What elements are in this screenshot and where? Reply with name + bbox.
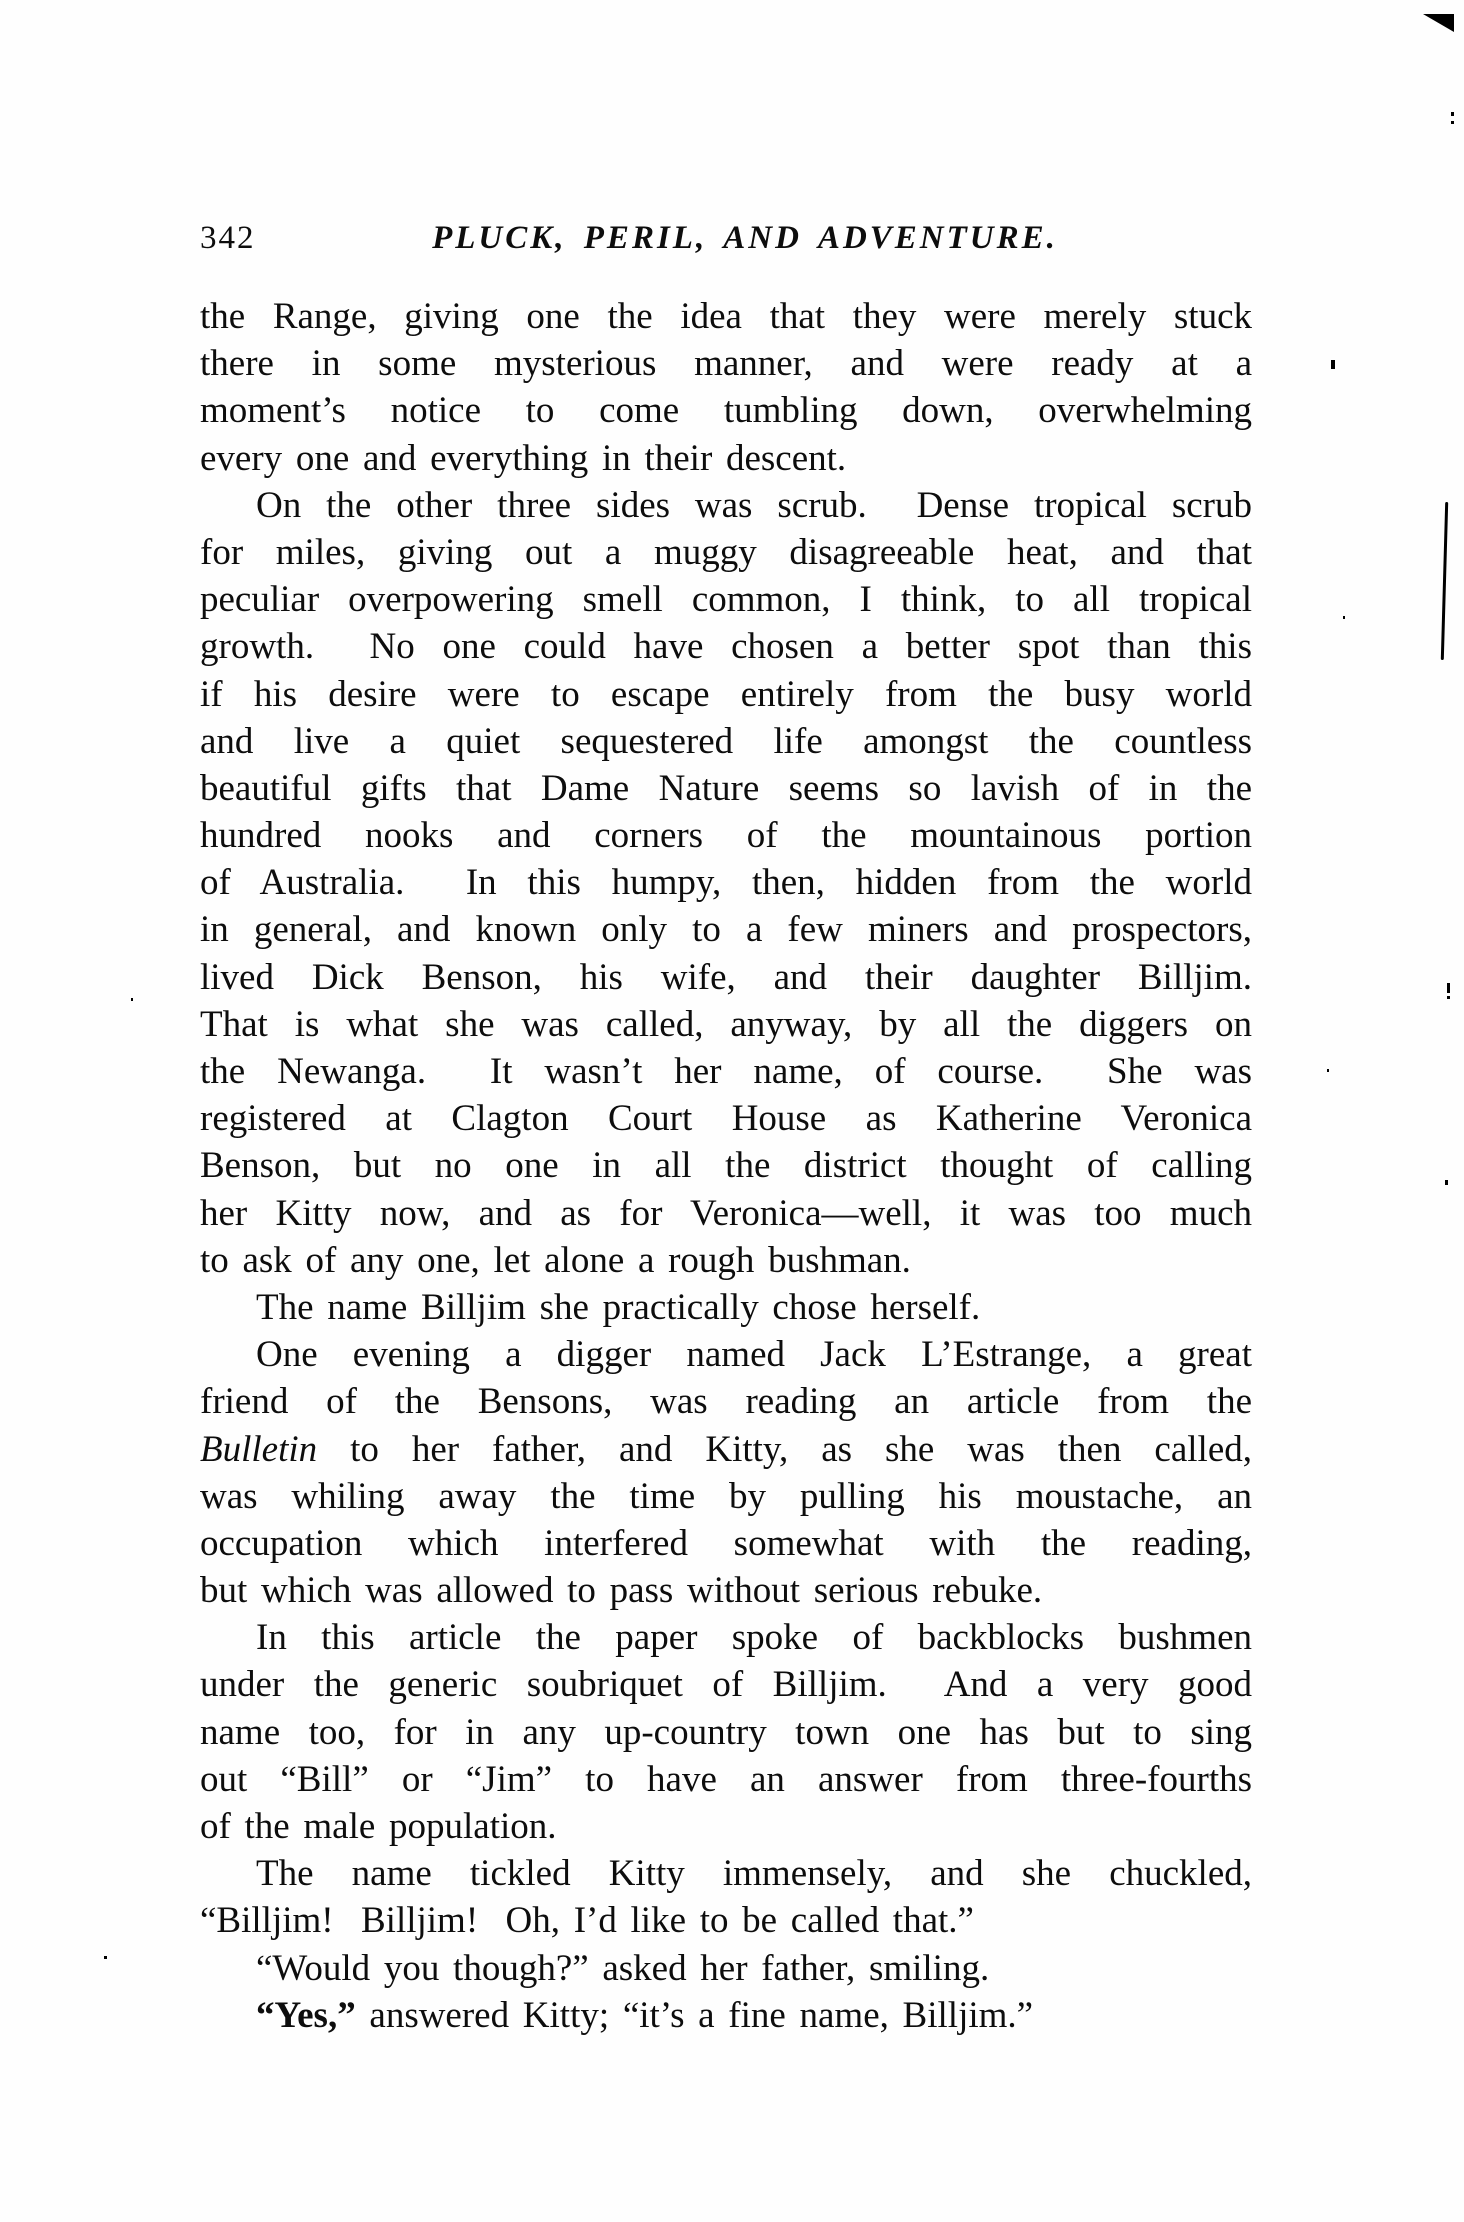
text-line: peculiar overpowering smell common, I think, to all tropical <box>200 579 1252 621</box>
page-header <box>200 216 1250 260</box>
text-line: “Yes,” answered Kitty; “it’s a fine name, Billjim.” <box>256 1994 1034 2036</box>
scan-artifact-speck <box>1445 1180 1448 1185</box>
scan-artifact-speck <box>1343 616 1345 619</box>
text-line: beautiful gifts that Dame Nature seems so lavish of in the <box>200 767 1252 809</box>
text-line: “Billjim! Billjim! Oh, I’d like to be called that.” <box>200 1900 974 1942</box>
text-line: to ask of any one, let alone a rough bushman. <box>200 1239 911 1281</box>
text-line: The name Billjim she practically chose herself. <box>256 1286 981 1328</box>
text-line: friend of the Bensons, was reading an article from the <box>200 1381 1252 1423</box>
text-line: out “Bill” or “Jim” to have an answer from three-fourths <box>200 1758 1252 1800</box>
text-line: lived Dick Benson, his wife, and their daughter Billjim. <box>200 956 1252 998</box>
text-line: the Newanga. It wasn’t her name, of course. She was <box>200 1051 1252 1092</box>
scan-artifact-corner-wedge <box>1423 14 1454 32</box>
scan-artifact-speck <box>131 998 133 1001</box>
scan-artifact-speck <box>1447 996 1450 999</box>
page-number: 342 <box>200 220 256 256</box>
text-line: hundred nooks and corners of the mountainous portion <box>200 815 1252 857</box>
running-title: PLUCK, PERIL, AND ADVENTURE. <box>432 220 1058 256</box>
scan-artifact-vertical-streak <box>1441 502 1448 660</box>
text-line: if his desire were to escape entirely from the busy world <box>200 673 1252 715</box>
text-line: was whiling away the time by pulling his moustache, an <box>200 1475 1252 1517</box>
text-line: One evening a digger named Jack L’Estrange, a great <box>256 1334 1252 1376</box>
page-body-text <box>200 293 1252 2039</box>
text-line: the Range, giving one the idea that they were merely stuck <box>200 296 1252 337</box>
text-line: On the other three sides was scrub. Dense tropical scrub <box>256 484 1252 526</box>
text-line: “Would you though?” asked her father, smiling. <box>256 1947 990 1989</box>
text-line: That is what she was called, anyway, by all the diggers on <box>200 1003 1252 1045</box>
text-line: but which was allowed to pass without serious rebuke. <box>200 1570 1043 1612</box>
text-line: registered at Clagton Court House as Katherine Veronica <box>200 1098 1252 1140</box>
text-line: growth. No one could have chosen a better spot than this <box>200 626 1252 668</box>
text-line: Benson, but no one in all the district thought of calling <box>200 1145 1252 1187</box>
text-line: her Kitty now, and as for Veronica—well, it was too much <box>200 1192 1252 1234</box>
text-line: Bulletin to her father, and Kitty, as she was then called, <box>200 1428 1252 1470</box>
scan-artifact-speck <box>1331 360 1335 369</box>
text-line: of Australia. In this humpy, then, hidden from the world <box>200 862 1252 904</box>
text-line: for miles, giving out a muggy disagreeable heat, and that <box>200 531 1252 573</box>
scan-artifact-speck <box>104 1956 107 1959</box>
text-line: The name tickled Kitty immensely, and she chuckled, <box>256 1853 1252 1895</box>
text-line: In this article the paper spoke of backblocks bushmen <box>256 1617 1252 1659</box>
text-line: of the male population. <box>200 1806 557 1847</box>
text-line: there in some mysterious manner, and were ready at a <box>200 343 1252 385</box>
scan-artifact-speck <box>1451 112 1454 116</box>
scan-artifact-speck <box>1447 983 1450 993</box>
text-line: and live a quiet sequestered life amongst the countless <box>200 720 1252 762</box>
text-line: under the generic soubriquet of Billjim. And a very good <box>200 1664 1252 1706</box>
text-line: in general, and known only to a few miners and prospectors, <box>200 909 1252 951</box>
text-line: moment’s notice to come tumbling down, overwhelming <box>200 390 1252 432</box>
text-line: name too, for in any up-country town one has but to sing <box>200 1711 1252 1753</box>
scan-artifact-speck <box>1451 121 1454 124</box>
scan-artifact-speck <box>1327 1069 1329 1072</box>
text-line: every one and everything in their descent. <box>200 437 847 479</box>
text-line: occupation which interfered somewhat with the reading, <box>200 1522 1252 1564</box>
